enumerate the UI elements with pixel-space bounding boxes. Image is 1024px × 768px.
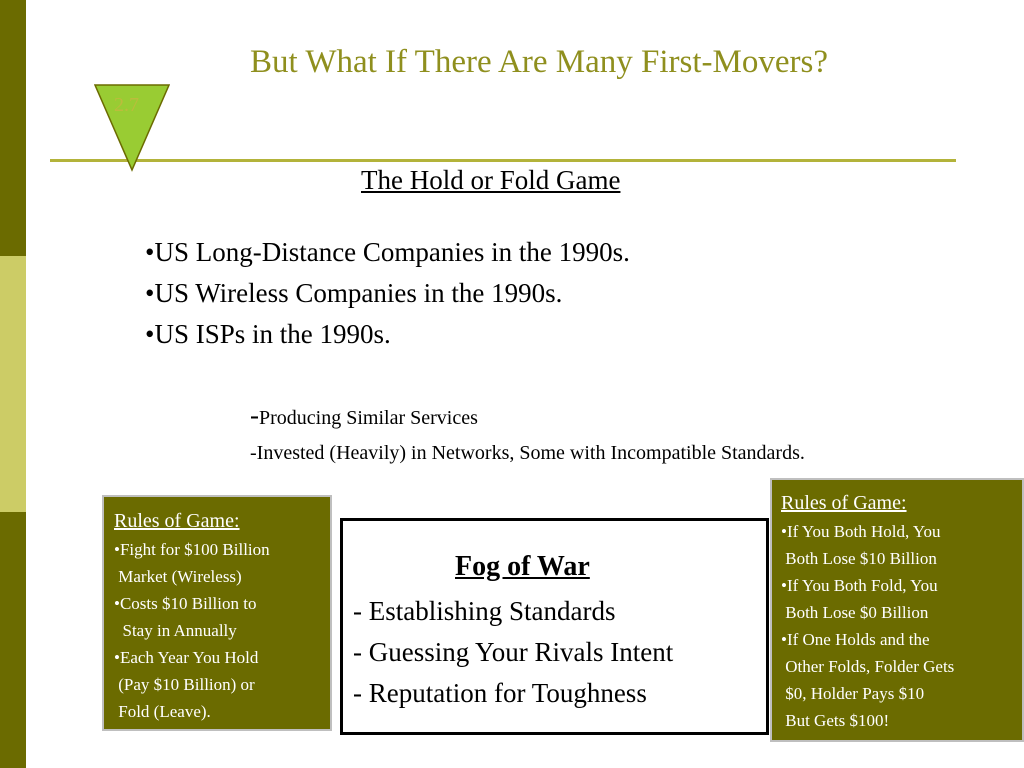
side-bar-dark-top: [0, 0, 26, 256]
fog-of-war-box: [340, 518, 769, 735]
rules-line: •Costs $10 Billion to: [114, 594, 257, 613]
bullet-item: •US ISPs in the 1990s.: [145, 319, 391, 349]
slide-title: But What If There Are Many First-Movers?: [250, 44, 828, 80]
side-bar-light: [0, 256, 26, 512]
note-line: [250, 398, 805, 436]
rules-box-right: [770, 478, 1024, 742]
note-line: -Invested (Heavily) in Networks, Some with Incompatible Standards.: [250, 442, 805, 464]
fog-item: - Guessing Your Rivals Intent: [353, 637, 674, 667]
bullet-item: •US Wireless Companies in the 1990s.: [145, 278, 563, 308]
fog-list: [353, 591, 673, 714]
rules-line: Stay in Annually: [114, 621, 237, 640]
slide-number: 2.7: [114, 94, 139, 116]
rules-heading: Rules of Game:: [114, 510, 240, 532]
rules-line: •If You Both Hold, You: [781, 522, 941, 541]
bullet-item: •US Long-Distance Companies in the 1990s.: [145, 237, 630, 267]
rules-line: Fold (Leave).: [114, 702, 211, 721]
title-divider: [50, 159, 956, 162]
rules-box-left: [102, 495, 332, 731]
rules-line: •Each Year You Hold: [114, 648, 259, 667]
rules-line: •Fight for $100 Billion: [114, 540, 270, 559]
fog-title: Fog of War: [455, 551, 590, 582]
rules-line: Both Lose $0 Billion: [781, 603, 929, 622]
rules-line: Market (Wireless): [114, 567, 242, 586]
rules-line: •If One Holds and the: [781, 630, 930, 649]
rules-line: $0, Holder Pays $10: [781, 684, 925, 703]
note-text: Producing Similar Services: [259, 407, 478, 429]
rules-line: But Gets $100!: [781, 711, 890, 730]
sub-notes: [250, 398, 805, 471]
slide-subtitle: The Hold or Fold Game: [361, 165, 621, 195]
fog-item: - Reputation for Toughness: [353, 678, 647, 708]
bullet-list: [145, 232, 630, 355]
side-bar-dark-bottom: [0, 512, 26, 768]
rules-line: Both Lose $10 Billion: [781, 549, 937, 568]
rules-line: •If You Both Fold, You: [781, 576, 938, 595]
rules-line: Other Folds, Folder Gets: [781, 657, 955, 676]
rules-line: (Pay $10 Billion) or: [114, 675, 255, 694]
fog-item: - Establishing Standards: [353, 596, 616, 626]
note-dash: -: [250, 400, 259, 430]
rules-heading: Rules of Game:: [781, 492, 907, 514]
